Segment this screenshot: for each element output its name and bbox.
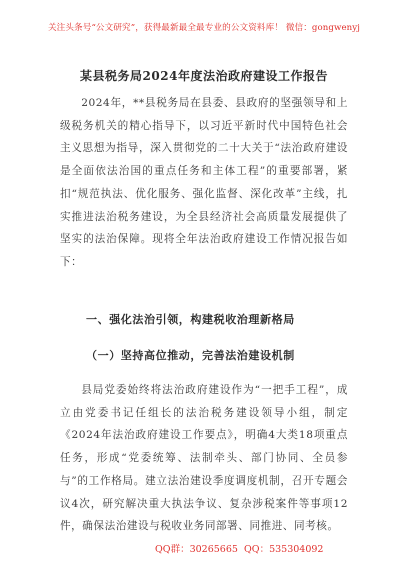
footer-qq-group: QQ群：30265665 bbox=[155, 544, 238, 555]
subsection-paragraph: 县局党委始终将法治政府建设作为“一把手工程”，成立由党委书记任组长的法治税务建设领导小组，制定《2024年法治政府建设工作要点》，明确4大类18项重点任务，形成“党委统筹、法制牵头、部门协同、全员参与”的工作格局。建立法治建设季度调度机制，召开专题会议4次，研究解决重大执法争议、复杂涉税案件等事项12件，确保法治建设与税收业务同部署、同推进、同考核。 bbox=[60, 384, 348, 533]
footer-qq-number: QQ：535304092 bbox=[244, 544, 324, 555]
subsection-heading: （一）坚持高位推动，完善法治建设机制 bbox=[86, 349, 295, 362]
section-heading: 一、强化法治引领，构建税收治理新格局 bbox=[86, 313, 295, 326]
footer-contact bbox=[0, 541, 408, 555]
document-body-subsection bbox=[60, 379, 348, 538]
document-title: 某县税务局2024年度法治政府建设工作报告 bbox=[80, 69, 328, 83]
intro-paragraph: 2024年，**县税务局在县委、县政府的坚强领导和上级税务机关的精心指导下，以习近平新时代中国特色社会主义思想为指导，深入贯彻党的二十大关于“法治政府建设是全面依法治国的重点任务和主体工程”的重要部署，紧扣“规范执法、优化服务、强化监督、深化改革”主线，扎实推进法治税务建设，为全县经济社会高质量发展提供了坚实的法治保障。现将全年法治政府建设工作情况报告如下： bbox=[60, 97, 348, 268]
document-body-intro bbox=[60, 92, 348, 274]
header-banner: 关注头条号“公文研究”，获得最新最全最专业的公文资料库！ 微信：gongwenyj bbox=[47, 23, 361, 33]
